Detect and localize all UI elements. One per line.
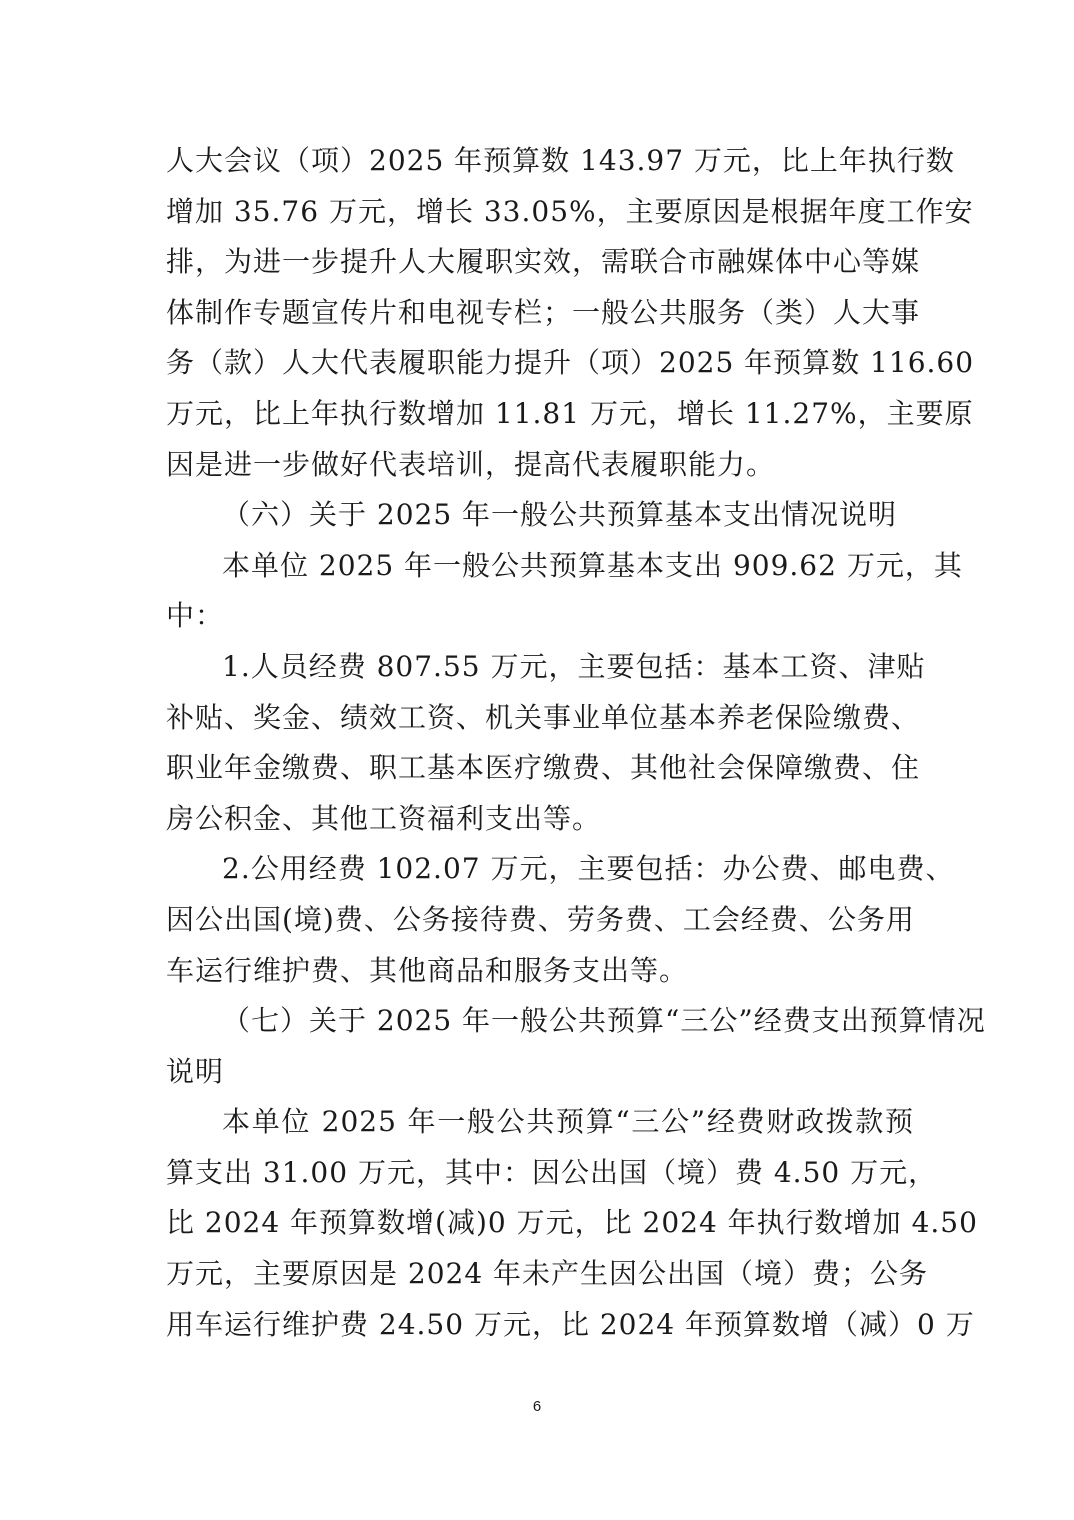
text-line: 比 2024 年预算数增(减)0 万元，比 2024 年执行数增加 4.50 bbox=[166, 1206, 978, 1240]
text-line: 本单位 2025 年一般公共预算基本支出 909.62 万元，其 bbox=[222, 548, 963, 582]
page-number: 6 bbox=[532, 1398, 542, 1415]
text-line: 房公积金、其他工资福利支出等。 bbox=[166, 801, 602, 835]
text-line: 体制作专题宣传片和电视专栏；一般公共服务（类）人大事 bbox=[166, 295, 921, 329]
text-line: 车运行维护费、其他商品和服务支出等。 bbox=[166, 953, 689, 987]
text-line: 人大会议（项）2025 年预算数 143.97 万元，比上年执行数 bbox=[166, 144, 955, 177]
text-line: 中： bbox=[166, 599, 225, 633]
text-line: 2.公用经费 102.07 万元，主要包括：办公费、邮电费、 bbox=[222, 852, 955, 886]
text-line: 务（款）人大代表履职能力提升（项）2025 年预算数 116.60 bbox=[166, 346, 975, 380]
section-heading-7-cont: 说明 bbox=[166, 1054, 225, 1088]
text-line: 用车运行维护费 24.50 万元，比 2024 年预算数增（减）0 万 bbox=[166, 1307, 975, 1341]
section-heading-7: （七）关于 2025 年一般公共预算“三公”经费支出预算情况 bbox=[222, 1004, 986, 1038]
document-body bbox=[166, 136, 986, 1350]
text-line: 算支出 31.00 万元，其中：因公出国（境）费 4.50 万元， bbox=[166, 1155, 938, 1189]
text-line: 本单位 2025 年一般公共预算“三公”经费财政拨款预 bbox=[222, 1105, 914, 1139]
text-line: 排，为进一步提升人大履职实效，需联合市融媒体中心等媒 bbox=[166, 245, 921, 279]
text-line: 因是进一步做好代表培训，提高代表履职能力。 bbox=[166, 447, 776, 481]
text-line: 万元，主要原因是 2024 年未产生因公出国（境）费；公务 bbox=[166, 1257, 929, 1291]
text-line: 万元，比上年执行数增加 11.81 万元，增长 11.27%，主要原 bbox=[166, 396, 974, 430]
text-line: 职业年金缴费、职工基本医疗缴费、其他社会保障缴费、住 bbox=[166, 751, 921, 785]
section-heading-6: （六）关于 2025 年一般公共预算基本支出情况说明 bbox=[222, 498, 898, 532]
text-line: 补贴、奖金、绩效工资、机关事业单位基本养老保险缴费、 bbox=[166, 700, 921, 734]
text-line: 因公出国(境)费、公务接待费、劳务费、工会经费、公务用 bbox=[166, 902, 915, 936]
text-line: 增加 35.76 万元，增长 33.05%，主要原因是根据年度工作安 bbox=[166, 194, 974, 228]
text-line: 1.人员经费 807.55 万元，主要包括：基本工资、津贴 bbox=[222, 649, 926, 683]
